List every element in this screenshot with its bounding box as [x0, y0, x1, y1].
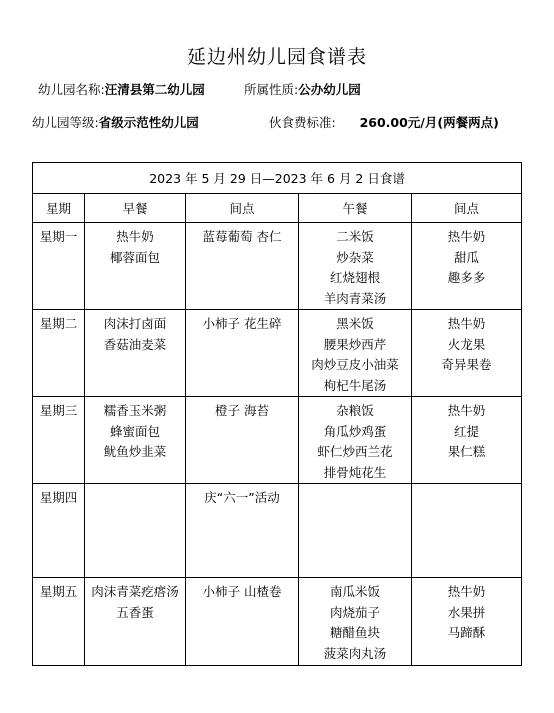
afternoon-snack-cell	[412, 484, 522, 578]
day-cell	[33, 223, 85, 310]
menu-item: 马蹄酥	[447, 625, 486, 640]
menu-item: 红提	[454, 423, 480, 439]
breakfast-cell	[85, 484, 186, 578]
menu-item: 椰蓉面包	[109, 249, 160, 265]
menu-table	[32, 162, 522, 666]
menu-item: 鱿鱼炒韭菜	[103, 444, 167, 459]
lunch-cell	[299, 484, 412, 578]
day-cell	[33, 578, 85, 666]
morning-snack-cell	[186, 484, 299, 578]
menu-item: 小柿子 山楂卷	[202, 584, 282, 599]
menu-item: 奇异果卷	[441, 357, 492, 372]
nature-line	[244, 80, 361, 98]
menu-item: 蜂蜜面包	[109, 423, 160, 439]
menu-item: 橙子 海苔	[215, 403, 269, 418]
page-title: 延边州幼儿园食谱表	[186, 46, 367, 68]
header-lunch: 午餐	[299, 194, 412, 223]
menu-item: 庆“六一”活动	[204, 490, 280, 505]
menu-item: 杂粮饭	[336, 403, 374, 418]
day-label: 星期二	[39, 316, 78, 331]
lunch-cell	[299, 223, 412, 310]
menu-item: 红烧翅根	[329, 270, 380, 285]
lunch-cell	[299, 578, 412, 666]
menu-item: 二米饭	[336, 229, 374, 244]
breakfast-cell	[85, 578, 186, 666]
day-label: 星期一	[39, 229, 78, 244]
menu-item: 果仁糕	[447, 444, 486, 459]
fee-value: 260.00元/月(两餐两点)	[359, 115, 499, 130]
day-label: 星期五	[39, 584, 78, 599]
table-row	[33, 310, 522, 397]
menu-item: 小柿子 花生碎	[202, 316, 282, 331]
kindergarten-name-line	[38, 80, 205, 98]
menu-item: 蓝莓葡萄 杏仁	[202, 229, 282, 244]
menu-item: 黑米饭	[336, 316, 374, 331]
kindergarten-name-value: 汪清县第二幼儿园	[104, 82, 205, 97]
day-cell	[33, 397, 85, 484]
menu-item: 羊肉青菜汤	[323, 290, 387, 306]
breakfast-cell	[85, 397, 186, 484]
nature-label: 所属性质:	[244, 82, 299, 97]
menu-item: 五香蛋	[116, 604, 154, 620]
menu-item: 热牛奶	[447, 229, 486, 244]
grade-value: 省级示范性幼儿园	[98, 115, 199, 130]
header-day: 星期	[33, 194, 85, 223]
table-row	[33, 223, 522, 310]
menu-item: 热牛奶	[447, 316, 486, 331]
menu-item: 糖醋鱼块	[329, 625, 380, 640]
menu-item: 热牛奶	[447, 584, 486, 599]
afternoon-snack-cell	[412, 397, 522, 484]
menu-item: 菠菜肉丸汤	[323, 645, 387, 661]
table-row	[33, 397, 522, 484]
afternoon-snack-cell	[412, 578, 522, 666]
menu-item: 肉炒豆皮小油菜	[311, 357, 399, 372]
table-row	[33, 484, 522, 578]
morning-snack-cell	[186, 397, 299, 484]
day-cell	[33, 484, 85, 578]
fee-label: 伙食费标准:	[269, 115, 336, 130]
menu-item: 排骨炖花生	[323, 464, 387, 480]
menu-item: 糯香玉米粥	[103, 403, 167, 418]
menu-item: 南瓜米饭	[329, 584, 380, 599]
menu-item: 水果拼	[447, 604, 486, 620]
menu-item: 枸杞牛尾汤	[323, 377, 387, 393]
menu-item: 火龙果	[447, 336, 486, 352]
lunch-cell	[299, 310, 412, 397]
breakfast-cell	[85, 310, 186, 397]
menu-item: 腰果炒西芹	[323, 336, 387, 352]
menu-item: 热牛奶	[447, 403, 486, 418]
afternoon-snack-cell	[412, 223, 522, 310]
menu-item: 肉沫打卤面	[103, 316, 167, 331]
menu-item: 香菇油麦菜	[103, 336, 167, 352]
menu-item: 趣多多	[447, 270, 486, 285]
menu-item: 肉沫青菜疙瘩汤	[91, 584, 179, 599]
afternoon-snack-cell	[412, 310, 522, 397]
menu-item: 角瓜炒鸡蛋	[323, 423, 387, 439]
header-breakfast: 早餐	[85, 194, 186, 223]
day-label: 星期四	[39, 490, 78, 505]
menu-date-range: 2023 年 5 月 29 日—2023 年 6 月 2 日食谱	[33, 163, 522, 194]
kindergarten-name-label: 幼儿园名称:	[38, 82, 105, 97]
menu-item: 热牛奶	[116, 229, 154, 244]
menu-item: 虾仁炒西兰花	[317, 444, 393, 459]
day-label: 星期三	[39, 403, 78, 418]
header-snack-morning: 间点	[186, 194, 299, 223]
morning-snack-cell	[186, 578, 299, 666]
table-row	[33, 578, 522, 666]
morning-snack-cell	[186, 223, 299, 310]
menu-item: 炒杂菜	[336, 249, 374, 265]
fee-line	[269, 113, 499, 131]
morning-snack-cell	[186, 310, 299, 397]
breakfast-cell	[85, 223, 186, 310]
grade-line	[32, 113, 199, 131]
nature-value: 公办幼儿园	[298, 82, 361, 97]
header-snack-afternoon: 间点	[412, 194, 522, 223]
lunch-cell	[299, 397, 412, 484]
menu-item: 甜瓜	[454, 249, 480, 265]
menu-item: 肉烧茄子	[329, 604, 380, 620]
grade-label: 幼儿园等级:	[32, 115, 99, 130]
day-cell	[33, 310, 85, 397]
